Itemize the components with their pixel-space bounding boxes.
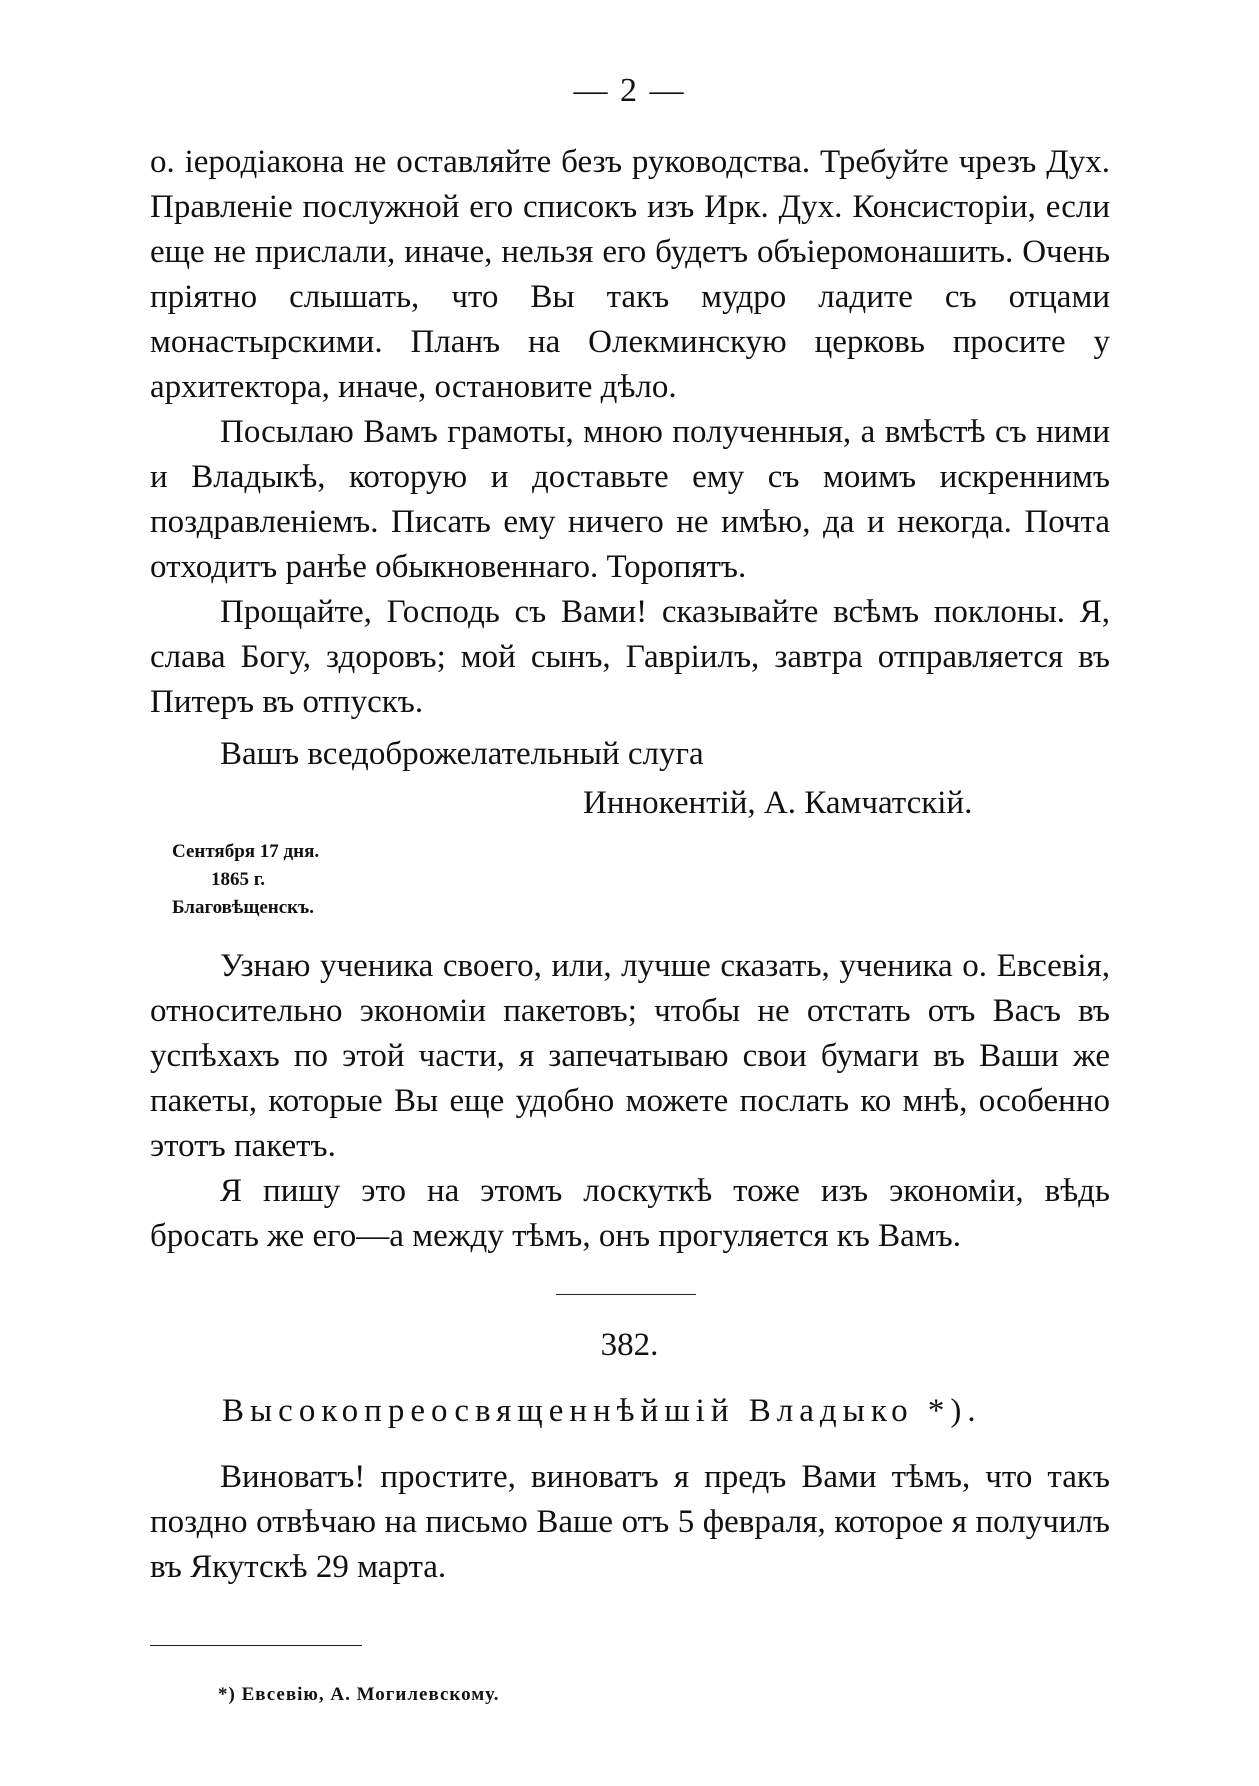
footnote-divider (150, 1645, 362, 1646)
letter-381-paragraph-2: Посылаю Вамъ грамоты, мною полученныя, а вмѣстѣ съ ними и Владыкѣ, которую и доставьте ему съ моимъ искреннимъ поздравленіемъ. Писать ему ничего не имѣю, да и некогда. Почта отходитъ ранѣе обыкновеннаго. Торопятъ. (150, 414, 1110, 585)
letter-381-postscript (150, 944, 1110, 1259)
letter-381-date-year: 1865 г. (211, 869, 265, 890)
letter-382-number: 382. (600, 1327, 659, 1363)
section-divider (556, 1294, 696, 1295)
letter-381-date-day: Сентября 17 дня. (172, 841, 320, 862)
letter-382-paragraph-1: Виноватъ! простите, виноватъ я предъ Вами тѣмъ, что такъ поздно отвѣчаю на письмо Ваше отъ 5 февраля, которое я получилъ въ Якутскѣ 29 марта. (150, 1459, 1110, 1585)
page-number: — 2 — (573, 72, 686, 109)
letter-382-body (150, 1455, 1110, 1590)
letter-381-paragraph-3: Прощайте, Господь съ Вами! сказывайте всѣмъ поклоны. Я, слава Богу, здоровъ; мой сынъ, Гавріилъ, завтра отправляется въ Питеръ въ отпускъ. (150, 594, 1110, 720)
letter-381-closing: Вашъ вседоброжелательный слуга (220, 736, 704, 772)
letter-381-paragraph-1: о. іеродіакона не оставляйте безъ руководства. Требуйте чрезъ Дух. Правленіе послужной его списокъ изъ Ирк. Дух. Консисторіи, если еще не прислали, иначе, нельзя его будетъ объіеромонашить. Очень пріятно слышать, что Вы такъ мудро ладите съ отцами монастырскими. Планъ на Олекминскую церковь просите у архитектора, иначе, остановите дѣло. (150, 144, 1110, 405)
letter-381-body (150, 140, 1110, 725)
letter-382-salutation: Высокопреосвященнѣйшій Владыко *). (222, 1393, 982, 1429)
footnote: *) Евсевію, А. Могилевскому. (218, 1684, 500, 1705)
letter-381-signature: Иннокентій, А. Камчатскій. (583, 785, 973, 821)
letter-381-date-place: Благовѣщенскъ. (172, 897, 314, 918)
postscript-paragraph-1: Узнаю ученика своего, или, лучше сказать, ученика о. Евсевія, относительно экономіи пакетовъ; чтобы не отстать отъ Васъ въ успѣхахъ по этой части, я запечатываю свои бумаги въ Ваши же пакеты, которые Вы еще удобно можете послать ко мнѣ, особенно этотъ пакетъ. (150, 948, 1110, 1164)
postscript-paragraph-2: Я пишу это на этомъ лоскуткѣ тоже изъ экономіи, вѣдь бросать же его—а между тѣмъ, онъ прогуляется къ Вамъ. (150, 1173, 1110, 1254)
